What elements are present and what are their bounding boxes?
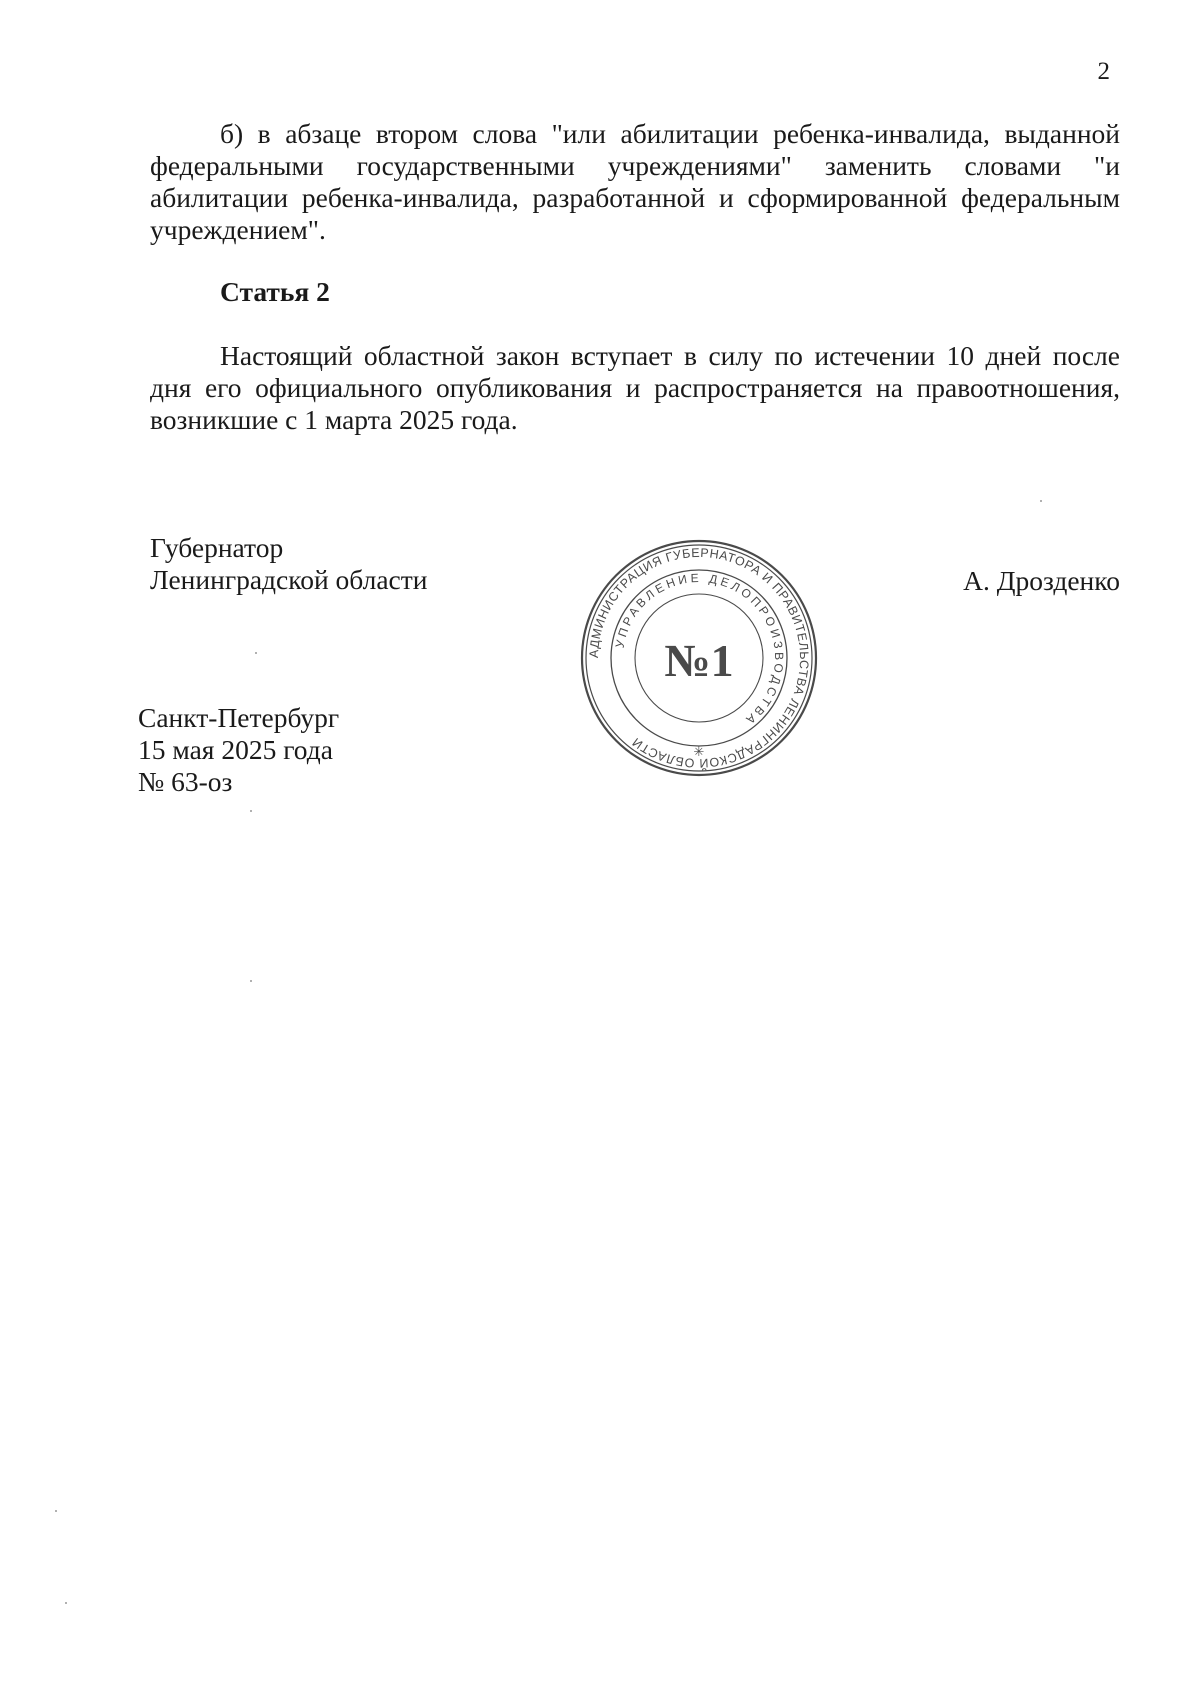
article-2-text: Настоящий областной закон вступает в силу по истечении 10 дней после дня его официального опубликования и распространяется на правоотношения, возникшие с 1 марта 2025 года. bbox=[150, 340, 1120, 435]
page-number: 2 bbox=[1097, 58, 1110, 85]
signing-date: 15 мая 2025 года bbox=[138, 734, 333, 765]
scan-speck bbox=[1040, 500, 1042, 502]
scan-speck bbox=[250, 810, 252, 812]
seal-outer-text: АДМИНИСТРАЦИЯ ГУБЕРНАТОРА И ПРАВИТЕЛЬСТВА ЛЕНИНГРАДСКОЙ ОБЛАСТИ bbox=[586, 545, 812, 771]
paragraph-b: б) в абзаце втором слова "или абилитации ребенка-инвалида, выданной федеральными государственными учреждениями" заменить словами "и абилитации ребенка-инвалида, разработанной и сформированной федеральным учреждением". bbox=[150, 118, 1120, 245]
place-date-block bbox=[138, 702, 339, 798]
scan-speck bbox=[255, 652, 257, 654]
seal-stamp-icon bbox=[579, 538, 819, 778]
seal-inner-text: УПРАВЛЕНИЕ ДЕЛОПРОИЗВОДСТВА bbox=[612, 570, 787, 729]
article-heading: Статья 2 bbox=[220, 276, 330, 307]
official-seal bbox=[579, 538, 819, 778]
seal-star-icon: ✳ bbox=[693, 745, 705, 760]
scan-speck bbox=[65, 1602, 67, 1604]
scan-speck bbox=[250, 980, 252, 982]
signer-title bbox=[150, 532, 427, 596]
place-of-signing: Санкт-Петербург bbox=[138, 702, 340, 733]
signer-title-line2: Ленинградской области bbox=[150, 564, 428, 595]
law-number: № 63-оз bbox=[138, 766, 233, 797]
scan-speck bbox=[55, 1510, 57, 1512]
signer-name: А. Дрозденко bbox=[963, 565, 1120, 596]
seal-center-number: №1 bbox=[664, 635, 734, 686]
signer-title-line1: Губернатор bbox=[150, 532, 284, 563]
